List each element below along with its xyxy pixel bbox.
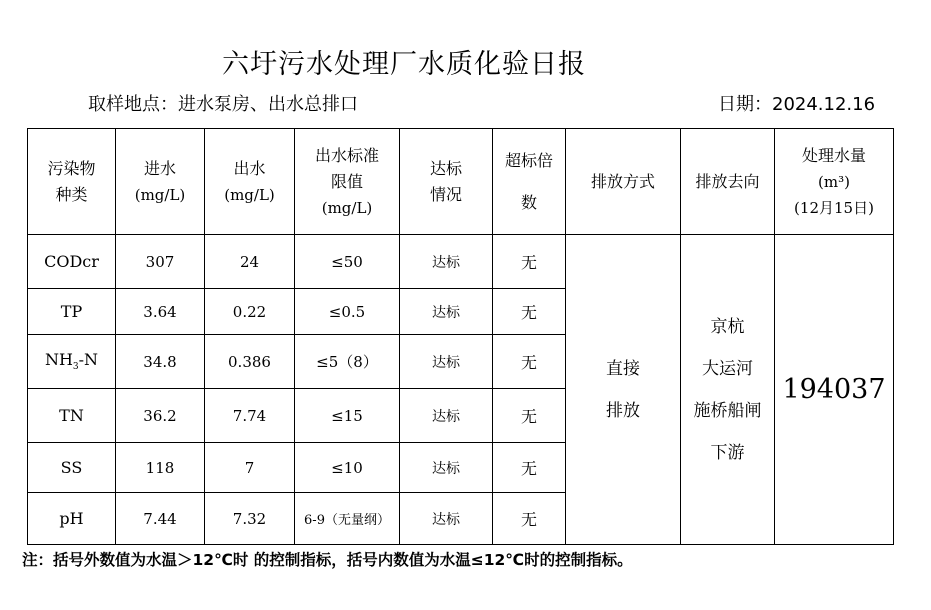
sampling-location: 取样地点：进水泵房、出水总排口 [88, 94, 358, 115]
row-status: 达标 [400, 443, 493, 493]
row-param: TN [28, 389, 116, 443]
row-exceed: 无 [493, 235, 566, 289]
header-volume: 处理水量 (m³) (12月15日) [775, 129, 894, 235]
row-exceed: 无 [493, 289, 566, 335]
header-influent: 进水 (mg/L) [116, 129, 205, 235]
row-influent: 118 [116, 443, 205, 493]
row-effluent: 0.386 [205, 335, 295, 389]
row-status: 达标 [400, 235, 493, 289]
header-exceed: 超标倍 数 [493, 129, 566, 235]
row-param: SS [28, 443, 116, 493]
row-status: 达标 [400, 335, 493, 389]
row-effluent: 7.32 [205, 493, 295, 545]
discharge-direction-cell: 京杭 大运河 施桥船闸 下游 [681, 235, 775, 545]
row-exceed: 无 [493, 493, 566, 545]
row-limit: ≤15 [295, 389, 400, 443]
footnote: 注：括号外数值为水温＞12℃时 的控制指标，括号内数值为水温≤12℃时的控制指标。 [22, 551, 633, 569]
row-param: CODcr [28, 235, 116, 289]
row-status: 达标 [400, 289, 493, 335]
row-influent: 7.44 [116, 493, 205, 545]
row-effluent: 7.74 [205, 389, 295, 443]
row-exceed: 无 [493, 443, 566, 493]
table-row [28, 235, 894, 289]
header-effluent: 出水 (mg/L) [205, 129, 295, 235]
header-limit: 出水标准 限值 (mg/L) [295, 129, 400, 235]
water-quality-table [27, 128, 894, 545]
header-discharge-direction: 排放去向 [681, 129, 775, 235]
report-date: 日期：2024.12.16 [718, 94, 876, 115]
row-param: $NH_3-N$ [28, 335, 116, 389]
discharge-method-cell: 直接 排放 [566, 235, 681, 545]
header-row [28, 129, 894, 235]
row-param: TP [28, 289, 116, 335]
row-status: 达标 [400, 493, 493, 545]
row-influent: 307 [116, 235, 205, 289]
row-limit: 6-9（无量纲） [295, 493, 400, 545]
row-effluent: 0.22 [205, 289, 295, 335]
row-influent: 34.8 [116, 335, 205, 389]
row-exceed: 无 [493, 335, 566, 389]
row-effluent: 7 [205, 443, 295, 493]
row-param: pH [28, 493, 116, 545]
row-limit: ≤50 [295, 235, 400, 289]
row-effluent: 24 [205, 235, 295, 289]
row-exceed: 无 [493, 389, 566, 443]
row-limit: ≤0.5 [295, 289, 400, 335]
row-influent: 3.64 [116, 289, 205, 335]
row-influent: 36.2 [116, 389, 205, 443]
header-pollutant: 污染物 种类 [28, 129, 116, 235]
treated-volume-value: 194037 [775, 235, 894, 545]
row-limit: ≤5（8） [295, 335, 400, 389]
row-status: 达标 [400, 389, 493, 443]
header-status: 达标 情况 [400, 129, 493, 235]
header-discharge-method: 排放方式 [566, 129, 681, 235]
row-limit: ≤10 [295, 443, 400, 493]
report-title: 六圩污水处理厂水质化验日报 [222, 49, 586, 80]
